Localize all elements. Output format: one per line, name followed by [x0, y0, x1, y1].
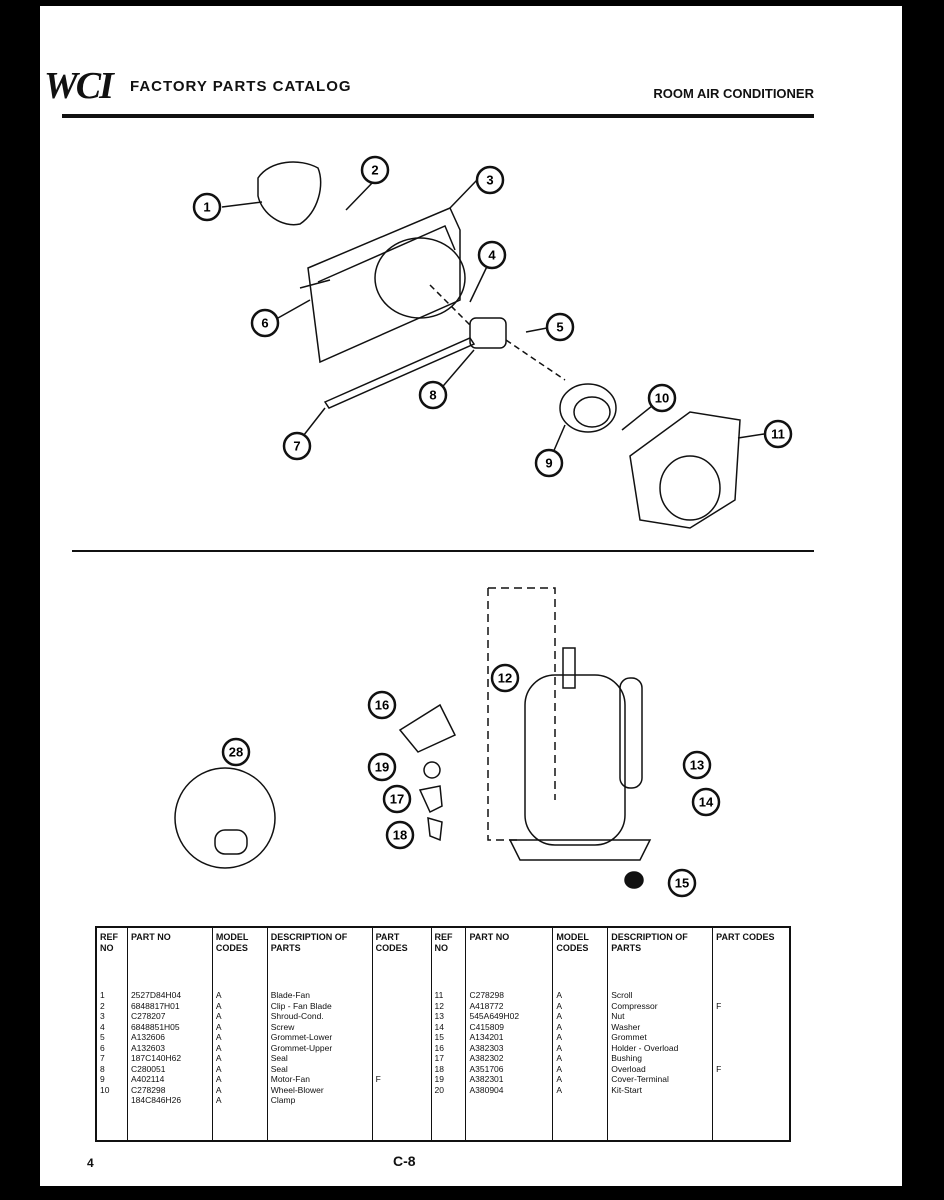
table-cell-ref: 4 — [100, 1021, 105, 1032]
table-cell-part: A382302 — [469, 1053, 504, 1063]
table-cell-part: A132603 — [130, 1042, 165, 1053]
model-header: MODEL CODES — [215, 932, 249, 953]
table-cell-desc: Clip - Fan Blade — [270, 1000, 332, 1011]
table-cell-code — [376, 1001, 381, 1012]
ref-header-2: REF NO — [434, 932, 453, 953]
callout-5: 5 — [556, 319, 564, 335]
table-cell-model: A — [215, 1074, 222, 1084]
table-cell-ref: 7 — [100, 1053, 105, 1063]
table-cell-ref: 19 — [434, 1074, 444, 1084]
table-cell-code — [716, 1053, 721, 1064]
callout-2: 2 — [371, 162, 379, 178]
table-cell-part: A402114 — [130, 1074, 165, 1084]
model-header-2: MODEL CODES — [556, 932, 589, 953]
desc-header-2: DESCRIPTION OF PARTS — [611, 932, 688, 953]
table-cell-desc: Seal — [270, 1053, 288, 1063]
scroll-housing-drawing — [630, 412, 740, 528]
table-cell-code — [716, 1043, 721, 1054]
callout-8: 8 — [429, 387, 437, 403]
table-cell-code — [376, 1053, 381, 1064]
table-cell-ref: 5 — [100, 1032, 105, 1042]
table-cell-part: A382303 — [469, 1042, 504, 1053]
ref-header: REF NO — [100, 932, 118, 953]
table-cell-code — [376, 990, 381, 1001]
table-cell-ref: 10 — [100, 1084, 110, 1095]
wci-logo: WCI — [44, 65, 112, 107]
table-cell-desc: Seal — [270, 1063, 288, 1074]
table-cell-code — [376, 1011, 381, 1022]
code-column-left — [373, 928, 432, 1140]
table-cell-model: A — [215, 1000, 222, 1011]
callout-28: 28 — [228, 744, 244, 760]
callout-19: 19 — [374, 759, 390, 775]
table-cell-code — [376, 1032, 381, 1043]
table-cell-code — [716, 1011, 721, 1022]
table-cell-desc: Kit-Start — [611, 1084, 642, 1095]
table-cell-model: A — [556, 990, 563, 1000]
table-cell-part: A380904 — [469, 1084, 504, 1095]
table-cell-model: A — [556, 1032, 563, 1042]
table-cell-desc: Cover-Terminal — [611, 1074, 669, 1084]
ref-column-right — [432, 928, 467, 1140]
table-cell-desc: Holder - Overload — [611, 1042, 679, 1053]
table-cell-ref: 11 — [434, 990, 444, 1000]
table-cell-model: A — [215, 990, 222, 1000]
section-divider — [72, 550, 814, 552]
table-cell-ref: 16 — [434, 1042, 444, 1053]
table-cell-ref: 17 — [434, 1053, 444, 1063]
table-cell-model: A — [556, 1011, 563, 1021]
table-cell-part: C280051 — [130, 1063, 166, 1074]
table-cell-part: C415809 — [469, 1021, 504, 1032]
table-cell-ref: 18 — [434, 1063, 444, 1074]
table-cell-part: 6848817H01 — [130, 1000, 180, 1011]
table-cell-code: F — [716, 1000, 722, 1011]
desc-column-left — [268, 928, 373, 1140]
table-cell-code: F — [716, 1063, 722, 1074]
table-cell-model: A — [556, 1000, 563, 1011]
table-cell-model: A — [215, 1021, 222, 1032]
table-cell-part: A351706 — [469, 1063, 504, 1074]
table-cell-part: C278207 — [130, 1011, 166, 1021]
table-cell-model: A — [556, 1021, 563, 1032]
callout-14: 14 — [698, 794, 714, 810]
terminal-cover-drawing — [400, 705, 455, 752]
callout-4: 4 — [488, 247, 496, 263]
table-cell-ref: 15 — [434, 1032, 444, 1042]
parts-table — [95, 926, 791, 1142]
table-cell-part: A134201 — [469, 1032, 504, 1042]
callout-17: 17 — [389, 791, 405, 807]
callout-15: 15 — [674, 875, 690, 891]
table-cell-code — [716, 1085, 721, 1096]
desc-column-right — [608, 928, 713, 1140]
callout-1: 1 — [203, 199, 211, 215]
table-cell-desc: Scroll — [611, 990, 633, 1000]
table-cell-code — [716, 1022, 721, 1033]
callout-11: 11 — [771, 426, 785, 442]
table-cell-model: A — [215, 1011, 222, 1021]
part-header-2: PART NO — [469, 932, 510, 942]
table-cell-desc: Grommet — [611, 1032, 647, 1042]
table-cell-desc: Overload — [611, 1063, 646, 1074]
table-cell-ref: 14 — [434, 1021, 444, 1032]
table-cell-part: 184C846H26 — [130, 1095, 182, 1105]
table-cell-ref: 13 — [434, 1011, 444, 1021]
start-kit-drawing — [175, 768, 275, 868]
table-cell-ref: 9 — [100, 1074, 105, 1084]
table-cell-code — [716, 1074, 721, 1085]
table-cell-desc: Shroud-Cond. — [270, 1011, 324, 1021]
callout-3: 3 — [486, 172, 494, 188]
table-cell-code — [376, 1064, 381, 1075]
callout-7: 7 — [293, 438, 301, 454]
table-cell-model: A — [215, 1084, 222, 1095]
callout-9: 9 — [545, 455, 553, 471]
table-cell-model: A — [215, 1042, 222, 1053]
seal-strip-drawing — [325, 338, 474, 408]
catalog-title: FACTORY PARTS CATALOG — [130, 78, 352, 95]
callout-markers — [194, 157, 791, 896]
table-cell-part: 2527D84H04 — [130, 990, 182, 1000]
table-cell-desc: Grommet-Lower — [270, 1032, 333, 1042]
table-cell-code — [716, 990, 721, 1001]
callout-16: 16 — [374, 697, 390, 713]
table-cell-part: A382301 — [469, 1074, 504, 1084]
table-cell-code: F — [375, 1074, 381, 1084]
callout-13: 13 — [689, 757, 705, 773]
part-column-left — [128, 928, 213, 1140]
table-cell-desc: Blade-Fan — [270, 990, 310, 1000]
shroud-drawing — [308, 208, 460, 362]
model-column-right — [553, 928, 608, 1140]
table-cell-part: A132606 — [130, 1032, 165, 1042]
table-cell-code — [376, 1095, 381, 1106]
table-cell-model: A — [215, 1053, 222, 1063]
table-cell-part: 6848851H05 — [130, 1021, 180, 1032]
table-cell-model: A — [215, 1032, 222, 1042]
page-number-center: C-8 — [393, 1153, 416, 1169]
desc-header: DESCRIPTION OF PARTS — [270, 932, 348, 953]
table-cell-desc: Bushing — [611, 1053, 642, 1063]
table-cell-model: A — [556, 1063, 563, 1074]
fan-motor-drawing — [470, 318, 506, 348]
table-cell-model: A — [556, 1042, 563, 1053]
table-cell-desc: Screw — [270, 1021, 295, 1032]
table-cell-desc: Washer — [611, 1021, 641, 1032]
table-cell-code — [376, 1043, 381, 1054]
table-cell-ref: 20 — [434, 1084, 444, 1095]
page-number-left: 4 — [87, 1156, 94, 1170]
table-cell-desc: Compressor — [611, 1000, 658, 1011]
table-cell-part: 187C140H62 — [130, 1053, 182, 1063]
table-cell-model: A — [556, 1084, 563, 1095]
table-cell-ref: 8 — [100, 1063, 105, 1074]
table-cell-part: C278298 — [130, 1084, 166, 1095]
table-cell-ref: 6 — [100, 1042, 105, 1053]
callout-6: 6 — [261, 315, 269, 331]
model-column-left — [213, 928, 268, 1140]
callout-18: 18 — [392, 827, 408, 843]
table-cell-model: A — [556, 1074, 563, 1084]
part-header: PART NO — [130, 932, 171, 942]
part-column-right — [466, 928, 553, 1140]
fan-blade-drawing — [258, 162, 321, 225]
table-cell-desc: Clamp — [270, 1095, 296, 1105]
compressor-drawing — [525, 675, 625, 845]
table-cell-desc: Wheel-Blower — [270, 1084, 324, 1095]
product-title: ROOM AIR CONDITIONER — [653, 86, 814, 101]
table-cell-desc: Motor-Fan — [270, 1074, 310, 1084]
code-header-2: PART CODES — [716, 932, 775, 942]
table-cell-code — [376, 1022, 381, 1033]
table-cell-model: A — [215, 1095, 222, 1105]
table-cell-ref: 12 — [434, 1000, 444, 1011]
table-cell-ref: 3 — [100, 1011, 105, 1021]
table-cell-model: A — [215, 1063, 222, 1074]
blower-wheel-drawing — [560, 384, 616, 432]
table-cell-ref: 2 — [100, 1000, 105, 1011]
table-cell-code — [376, 1085, 381, 1096]
table-cell-desc: Grommet-Upper — [270, 1042, 333, 1053]
callout-12: 12 — [497, 670, 513, 686]
table-cell-model: A — [556, 1053, 563, 1063]
code-header: PART CODES — [375, 932, 408, 953]
table-cell-code — [716, 1032, 721, 1043]
table-cell-part: 545A649H02 — [469, 1011, 520, 1021]
code-column-right — [713, 928, 789, 1140]
table-cell-ref: 1 — [100, 990, 105, 1000]
callout-10: 10 — [654, 390, 670, 406]
table-cell-desc: Nut — [611, 1011, 625, 1021]
table-cell-part: C278298 — [469, 990, 504, 1000]
table-cell-part: A418772 — [469, 1000, 504, 1011]
ref-column-left — [97, 928, 128, 1140]
